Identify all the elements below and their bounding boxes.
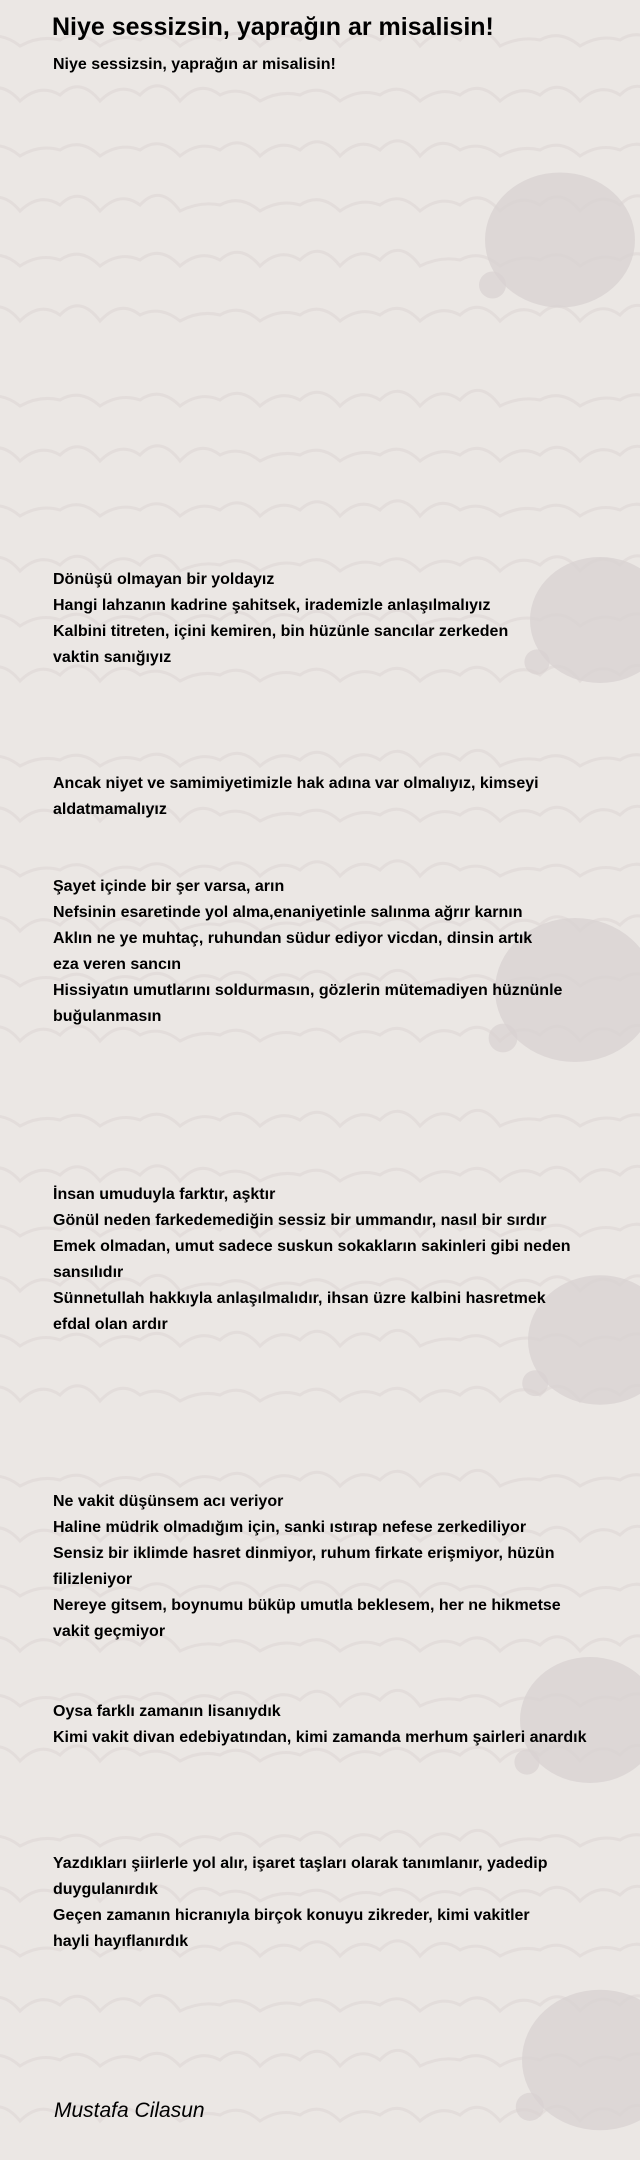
poem-line: İnsan umuduyla farktır, aşktır [53, 1186, 276, 1203]
poem-line: Nereye gitsem, boynumu büküp umutla beklesem, her ne hikmetse [53, 1597, 561, 1614]
poem-line: Nefsinin esaretinde yol alma,enaniyetinle salınma ağrır karnın [53, 904, 523, 921]
poem-line: Yazdıkları şiirlerle yol alır, işaret taşları olarak tanımlanır, yadedip [53, 1855, 548, 1872]
poem-line: Oysa farklı zamanın lisanıydık [53, 1703, 281, 1720]
poem-line: hayli hayıflanırdık [53, 1933, 189, 1950]
poem-line: Dönüşü olmayan bir yoldayız [53, 571, 275, 588]
poem-line: Sünnetullah hakkıyla anlaşılmalıdır, ihsan üzre kalbini hasretmek [53, 1290, 546, 1307]
poem-line: eza veren sancın [53, 956, 182, 973]
poem-line: Ancak niyet ve samimiyetimizle hak adına var olmalıyız, kimseyi [53, 775, 539, 792]
poem-title: Niye sessizsin, yaprağın ar misalisin! [52, 13, 494, 41]
author-name: Mustafa Cilasun [54, 2099, 205, 2122]
poem-line: vaktin sanığıyız [53, 649, 172, 666]
stanza-1 [53, 567, 633, 671]
stanza-5 [53, 1489, 633, 1645]
poem-line: buğulanmasın [53, 1008, 162, 1025]
stanza-7 [53, 1851, 633, 1955]
poem-line: efdal olan ardır [53, 1316, 168, 1333]
stanza-3 [53, 874, 633, 1030]
poem-line: Kalbini titreten, içini kemiren, bin hüzünle sancılar zerkeden [53, 623, 509, 640]
poem-line: Şayet içinde bir şer varsa, arın [53, 878, 285, 895]
poem-line: filizleniyor [53, 1571, 133, 1588]
stanza-6 [53, 1699, 633, 1751]
stanza-4 [53, 1182, 633, 1338]
poem-line: Geçen zamanın hicranıyla birçok konuyu zikreder, kimi vakitler [53, 1907, 530, 1924]
poem-line: Hangi lahzanın kadrine şahitsek, irademizle anlaşılmalıyız [53, 597, 491, 614]
stanza-2 [53, 771, 633, 823]
poem-line: aldatmamalıyız [53, 801, 167, 818]
poem-line: duygulanırdık [53, 1881, 158, 1898]
poem-line: vakit geçmiyor [53, 1623, 166, 1640]
poem-line: Gönül neden farkedemediğin sessiz bir ummandır, nasıl bir sırdır [53, 1212, 547, 1229]
poem-line: Ne vakit düşünsem acı veriyor [53, 1493, 284, 1510]
poem-line: Sensiz bir iklimde hasret dinmiyor, ruhum firkate erişmiyor, hüzün [53, 1545, 555, 1562]
poem-subtitle: Niye sessizsin, yaprağın ar misalisin! [53, 56, 336, 73]
poem-line: Kimi vakit divan edebiyatından, kimi zamanda merhum şairleri anardık [53, 1729, 587, 1746]
poem-line: Haline müdrik olmadığım için, sanki ıstırap nefese zerkediliyor [53, 1519, 527, 1536]
poem-line: Hissiyatın umutlarını soldurmasın, gözlerin mütemadiyen hüznünle [53, 982, 563, 999]
poem-line: Aklın ne ye muhtaç, ruhundan südur ediyor vicdan, dinsin artık [53, 930, 533, 947]
poem-line: Emek olmadan, umut sadece suskun sokakların sakinleri gibi neden [53, 1238, 571, 1255]
poem-line: sansılıdır [53, 1264, 124, 1281]
